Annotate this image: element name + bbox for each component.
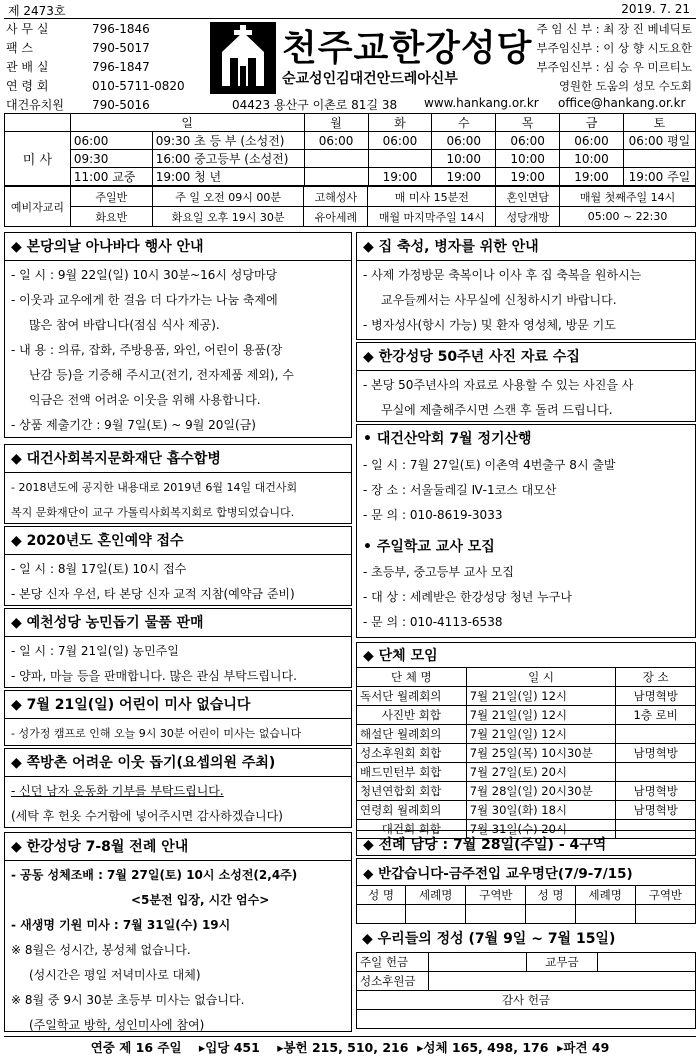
table-row: 성소후원회 회합 7월 25일(목) 10시30분 남명혁방	[357, 744, 696, 763]
liturgy-notice: ◆ 한강성당 7-8월 전례 안내 - 공동 성체조배 : 7월 27일(토) 10시 소성전(2,4주) <5분전 입장, 시간 엄수> - 새생명 기원 미사 : 7월 31일(수) 19시 ※ 8월은 성시간, 봉성체 없습니다. (성시간은 평일 저녁미사로 대체) ※ 8월 중 9시 30분 초등부 미사는 없습니다. (주일학교 방학, 성인미사에 참여)	[4, 832, 352, 1032]
contact-list	[6, 20, 206, 115]
hymn-footer: 연중 제 16 주일 ▸입당 451 ▸봉헌 215, 510, 216 ▸성체 165, 498, 176 ▸파견 49	[90, 1040, 610, 1055]
table-row: 독서단 월례회의 7월 21일(일) 12시 남명혁방	[357, 687, 696, 706]
email-link[interactable]: office@hankang.or.kr	[558, 96, 686, 110]
liturgy-duty: ◆ 전례 담당 : 7월 28일(주일) - 4구역	[356, 830, 696, 856]
contact-hall: 관 배 실 796-1847	[6, 60, 150, 74]
table-row: 연령회 월례회의 7월 30일(화) 18시 남명혁방	[357, 801, 696, 820]
clergy-list: 주 임 신 부 : 최 장 진 베네딕토 부주임신부 : 이 상 향 시도요한 부주임신부 : 심 승 우 미르티노 영원한 도움의 성모 수도회	[536, 22, 692, 93]
sacraments-table: 예비자교리 주일반 주 일 오전 09시 00분 고해성사 매 미사 15분전 혼인면담 매월 첫째주일 14시 화요반 화요일 오후 19시 30분 유아세례 매월 마지막주일 14시 성당개방 05:00 ~ 22:30	[4, 186, 696, 227]
merger-notice: ◆ 대건사회복지문화재단 흡수합병 - 2018년도에 공지한 내용대로 2019년 6월 14일 대건사회 복지 문화재단이 교구 가톨릭사회복지회로 합병되었습니다.	[4, 444, 352, 524]
church-logo-icon	[210, 22, 276, 97]
welcome-parishioners: ◆ 반갑습니다-금주전입 교우명단(7/9-7/15) 성 명 세례명 구역반 성 명 세례명 구역반	[356, 858, 696, 920]
house-blessing-notice: ◆ 집 축성, 병자를 위한 안내 - 사제 가정방문 축복이나 이사 후 집 축복을 원하시는 교우들께서는 사무실에 신청하시기 바랍니다. - 병자성사(항시 가능) 및 환자 영성체, 방문 기도	[356, 232, 696, 340]
bazaar-notice: ◆ 본당의날 아나바다 행사 안내 - 일 시 : 9월 22일(일) 10시 30분~16시 성당마당 - 이웃과 교우에게 한 걸음 더 다가가는 나눔 축제에 많은 참여 바랍니다(점심 식사 제공). - 내 용 : 의류, 잡화, 주방용품, 와인, 어린이 용품(장 난감 등)을 기증해 주시고(전기, 전자제품 제외), 수 익금은 전액 어려운 이웃을 위해 사용합니다. - 상품 제출기간 : 9월 7일(토) ~ 9월 20일(금)	[4, 232, 352, 438]
church-title: 천주교한강성당	[282, 27, 533, 69]
bulletin-date: 2019. 7. 21	[621, 2, 690, 16]
jjokbang-notice: ◆ 쪽방촌 어려운 이웃 돕기(요셉의원 주최) - 신던 남자 운동화 기부를 부탁드립니다. (세탁 후 헌옷 수거함에 넣어주시면 감사하겠습니다)	[4, 748, 352, 828]
table-row: 사진반 회합 7월 21일(일) 12시 1층 로비	[357, 706, 696, 725]
teacher-title: • 주일학교 교사 모집	[363, 539, 495, 555]
offerings-table: 주일 헌금 교무금 성소후원금 감사 헌금	[356, 952, 696, 1029]
table-row: 해설단 월례회의 7월 21일(일) 12시	[357, 725, 696, 744]
table-row: 배드민턴부 회합 7월 27일(토) 20시	[357, 763, 696, 782]
table-row: 대건회 회합 7월 31일(수) 20시	[357, 820, 696, 839]
kids-mass-notice: ◆ 7월 21일(일) 어린이 미사 없습니다 - 성가정 캠프로 인해 오늘 9시 30분 어린이 미사는 없습니다	[4, 690, 352, 746]
farm-notice: ◆ 예천성당 농민돕기 물품 판매 - 일 시 : 7월 21일(일) 농민주일 - 양파, 마늘 등을 판매합니다. 많은 관심 부탁드립니다.	[4, 608, 352, 688]
group-meetings: ◆ 단체 모임 단 체 명 일 시 장 소 독서단 월례회의 7월 21일(일) 12시 남명혁방 사진반 회합 7월 21일(일) 12시 1층 로비 해설단 월례회의 7월 21일(일) 12시 성소후원회 회합 7월 25일(목) 10시30분 남명혁방 배드민턴부 회합 7월 27일(토) 20시 청년연합회 회합 7월 28일(일) 20시30분 남명혁방 연령회 월례회의 7월 30일(화) 18시 남명혁방 대건회 회합 7월 31일(수) 20시	[356, 642, 696, 828]
hiking-title: • 대건산악회 7월 정기산행	[363, 431, 532, 447]
hiking-teacher-notice: • 대건산악회 7월 정기산행 - 일 시 : 7월 27일(토) 이촌역 4번출구 8시 출발 - 장 소 : 서울둘레길 Ⅳ-1코스 대모산 - 문 의 : 010-8619-3033 • 주일학교 교사 모집 - 초등부, 중고등부 교사 모집 - 대 상 : 세례받은 한강성당 청년 누구나 - 문 의 : 010-4113-6538	[356, 424, 696, 638]
wedding-notice: ◆ 2020년도 혼인예약 접수 - 일 시 : 8월 17일(토) 10시 접수 - 본당 신자 우선, 타 본당 신자 교적 지참(예약금 준비)	[4, 526, 352, 606]
group-meetings-table: 단 체 명 일 시 장 소 독서단 월례회의 7월 21일(일) 12시 남명혁방 사진반 회합 7월 21일(일) 12시 1층 로비 해설단 월례회의 7월 21일(일) 12시 성소후원회 회합 7월 25일(목) 10시30분 남명혁방 배드민턴부 회합 7월 27일(토) 20시 청년연합회 회합 7월 28일(일) 20시30분 남명혁방 연령회 월례회의 7월 30일(화) 18시 남명혁방 대건회 회합 7월 31일(수) 20시	[356, 667, 696, 839]
table-row: 청년연합회 회합 7월 28일(일) 20시30분 남명혁방	[357, 782, 696, 801]
contact-yeonryeong: 연 령 회 010-5711-0820	[6, 79, 185, 93]
contact-fax: 팩 스 790-5017	[6, 41, 150, 55]
church-subtitle: 순교성인김대건안드레아신부	[282, 71, 458, 87]
contact-office: 사 무 실 796-1846	[6, 22, 150, 36]
issue-number: 제 2473호	[8, 4, 66, 18]
mass-schedule-table: 일 월 화 수 목 금 토 미 사 06:00 09:30 초 등 부 (소성전) 06:00 06:00 06:00 06:00 06:00 06:00 평일 09:30 16:00 중고등부 (소성전) 10:00 10:00 10:00 11:00 교중 19:00 청 년 19:00 19:00 19:00 19:00 19:00 주일	[4, 113, 696, 186]
photo-collection-notice: ◆ 한강성당 50주년 사진 자료 수집 - 본당 50주년사의 자료로 사용할 수 있는 사진을 사 무실에 제출해주시면 스캔 후 돌려 드립니다.	[356, 342, 696, 422]
contact-kindergarten: 대건유치원 790-5016	[6, 98, 150, 112]
welcome-table: 성 명 세례명 구역반 성 명 세례명 구역반	[356, 885, 696, 924]
website-link[interactable]: www.hankang.or.kr	[424, 96, 539, 110]
offerings: ◆ 우리들의 정성 (7월 9일 ~ 7월 15일) 주일 헌금 교무금 성소후원금 감사 헌금	[356, 924, 696, 1032]
address: 04423 용산구 이촌로 81길 38	[232, 98, 398, 112]
mass-label: 미 사	[5, 132, 71, 186]
